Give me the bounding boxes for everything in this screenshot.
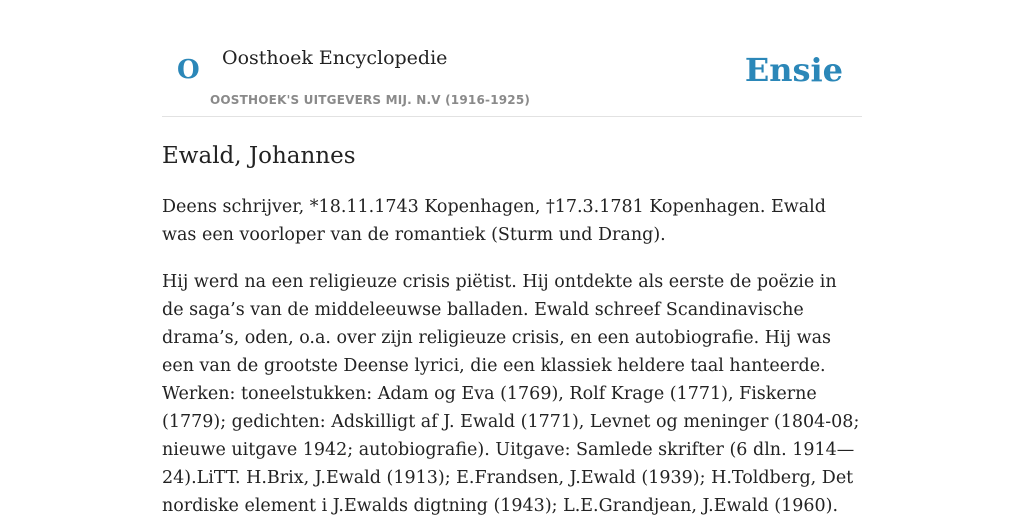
page-container <box>162 0 862 520</box>
entry-title: Ewald, Johannes <box>162 143 356 169</box>
logo-letter[interactable]: O <box>177 55 200 85</box>
article-paragraph: Deens schrijver, *18.11.1743 Kopenhagen, †17.3.1781 Kopenhagen. Ewald was een voorloper van de romantiek (Sturm und Drang). <box>162 197 826 245</box>
site-title[interactable]: Oosthoek Encyclopedie <box>222 47 448 69</box>
publisher-subtitle: OOSTHOEK'S UITGEVERS MIJ. N.V (1916-1925) <box>210 93 531 107</box>
site-header <box>162 0 862 117</box>
ensie-logo-link[interactable]: Ensie <box>744 51 843 89</box>
article-paragraph: Hij werd na een religieuze crisis piëtist. Hij ontdekte als eerste de poëzie in de saga’s van de middeleeuwse balladen. Ewald schreef Scandinavische drama’s, oden, o.a. over zijn religieuze crisis, en een autobiografie. Hij was een van de grootste Deense lyrici, die een klassiek heldere taal hanteerde. Werken: toneelstukken: Adam og Eva (1769), Rolf Krage (1771), Fiskerne (1779); gedichten: Adskilligt af J. Ewald (1771), Levnet og meninger (1804-08; nieuwe uitgave 1942; autobiografie). Uitgave: Samlede skrifter (6 dln. 1914—24).LiTT. H.Brix, J.Ewald (1913); E.Frandsen, J.Ewald (1939); H.Toldberg, Det nordiske element i J.Ewalds digtning (1943); L.E.Grandjean, J.Ewald (1960). <box>162 272 860 516</box>
